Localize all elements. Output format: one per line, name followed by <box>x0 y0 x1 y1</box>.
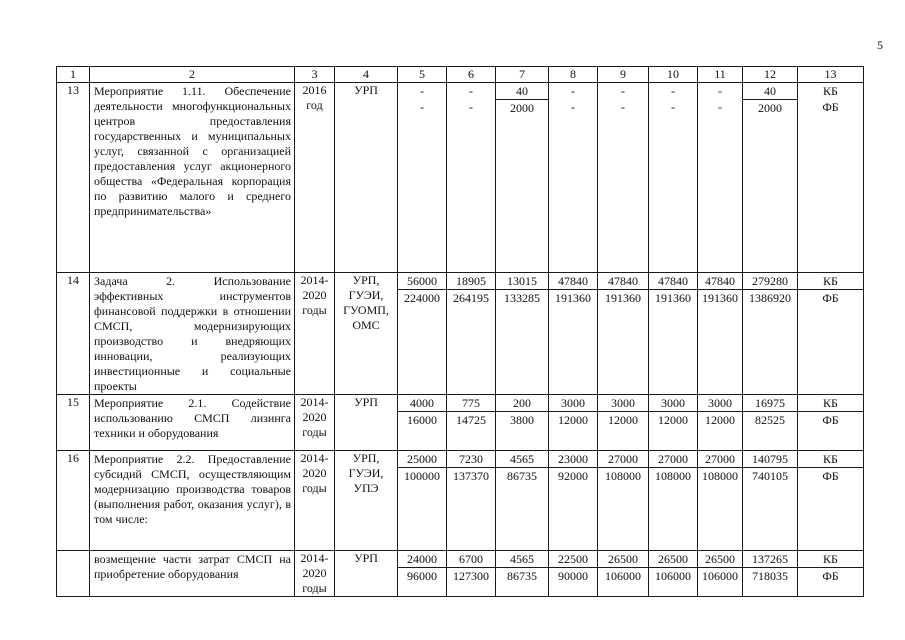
col-header: 13 <box>798 67 864 83</box>
value-cell <box>496 551 549 597</box>
table-row <box>57 451 864 551</box>
value: - <box>420 100 424 114</box>
value: 775 <box>462 396 480 410</box>
value-cell <box>798 451 864 551</box>
value: 26500 <box>658 552 688 566</box>
value-cell <box>398 551 447 597</box>
value: 108000 <box>698 467 742 484</box>
value: 16000 <box>398 411 446 428</box>
value: 191360 <box>549 289 597 306</box>
table-row <box>57 395 864 451</box>
value: - <box>671 84 675 98</box>
value: 24000 <box>407 552 437 566</box>
value-cell <box>649 273 698 395</box>
col-header: 7 <box>496 67 549 83</box>
value-cell <box>549 395 598 451</box>
value: 14725 <box>447 411 495 428</box>
value-cell <box>649 451 698 551</box>
value-cell <box>447 395 496 451</box>
value: 3000 <box>661 396 685 410</box>
value: 18905 <box>456 274 486 288</box>
row-executor: УРП, ГУЭИ, УПЭ <box>335 451 398 551</box>
value-cell <box>598 273 649 395</box>
value: 47840 <box>705 274 735 288</box>
value-cell <box>598 83 649 273</box>
value: - <box>621 100 625 114</box>
col-header: 11 <box>698 67 743 83</box>
budget-source: ФБ <box>798 411 863 428</box>
col-header: 2 <box>90 67 295 83</box>
value: 3800 <box>496 411 548 428</box>
value-cell <box>549 551 598 597</box>
budget-source: КБ <box>823 396 838 410</box>
col-header: 12 <box>743 67 798 83</box>
value-cell <box>698 273 743 395</box>
row-number: 14 <box>57 273 90 395</box>
row-period: 2014-2020 годы <box>295 451 335 551</box>
value: 3000 <box>561 396 585 410</box>
value-cell <box>398 451 447 551</box>
budget-source: КБ <box>823 274 838 288</box>
row-description: Мероприятие 2.1. Содействие использованию СМСП лизинга техники и оборудования <box>90 395 295 451</box>
row-executor: УРП, ГУЭИ, ГУОМП, ОМС <box>335 273 398 395</box>
value: 224000 <box>398 289 446 306</box>
value: 106000 <box>698 567 742 584</box>
value-cell <box>698 551 743 597</box>
row-number: 16 <box>57 451 90 551</box>
value: 25000 <box>407 452 437 466</box>
value: 718035 <box>743 567 797 584</box>
row-description: Задача 2. Использование эффективных инструментов финансовой поддержки в отношении СМСП, модернизирующих производство и внедряющих инновации, реализующих инвестиционные и социальные проекты <box>90 273 295 395</box>
value: 140795 <box>752 452 788 466</box>
value-cell <box>598 395 649 451</box>
value: 3000 <box>611 396 635 410</box>
value: 1386920 <box>743 289 797 306</box>
budget-source: ФБ <box>798 467 863 484</box>
col-header: 5 <box>398 67 447 83</box>
value-cell <box>398 83 447 273</box>
value-cell <box>447 451 496 551</box>
budget-source: КБ <box>823 84 838 98</box>
value: 27000 <box>705 452 735 466</box>
value: 2000 <box>496 99 548 116</box>
row-number: 15 <box>57 395 90 451</box>
value-cell <box>743 83 798 273</box>
value: 12000 <box>549 411 597 428</box>
value: 106000 <box>649 567 697 584</box>
value-cell <box>798 83 864 273</box>
value: 6700 <box>459 552 483 566</box>
value: 86735 <box>496 567 548 584</box>
col-header: 9 <box>598 67 649 83</box>
col-header: 3 <box>295 67 335 83</box>
value: 740105 <box>743 467 797 484</box>
row-description: Мероприятие 2.2. Предоставление субсидий СМСП, осуществляющим модернизацию производства товаров (выполнения работ, оказания услуг), в том числе: <box>90 451 295 551</box>
row-period: 2014-2020 годы <box>295 395 335 451</box>
row-period: 2014-2020 годы <box>295 551 335 597</box>
value-cell <box>398 395 447 451</box>
value: - <box>718 100 722 114</box>
value: 133285 <box>496 289 548 306</box>
table-row <box>57 273 864 395</box>
value-cell <box>447 551 496 597</box>
value: 279280 <box>752 274 788 288</box>
value: 12000 <box>698 411 742 428</box>
value: 264195 <box>447 289 495 306</box>
value: 47840 <box>608 274 638 288</box>
value-cell <box>798 395 864 451</box>
value: 22500 <box>558 552 588 566</box>
value: 200 <box>513 396 531 410</box>
budget-source: ФБ <box>798 567 863 584</box>
value-cell <box>549 451 598 551</box>
value: 13015 <box>507 274 537 288</box>
value-cell <box>649 551 698 597</box>
value: 137370 <box>447 467 495 484</box>
value-cell <box>598 551 649 597</box>
value: 16975 <box>755 396 785 410</box>
value-cell <box>798 273 864 395</box>
value: 4565 <box>510 552 534 566</box>
value-cell <box>698 83 743 273</box>
value: - <box>571 100 575 114</box>
value: 92000 <box>549 467 597 484</box>
value-cell <box>649 83 698 273</box>
value: - <box>671 100 675 114</box>
row-description: возмещение части затрат СМСП на приобретение оборудования <box>90 551 295 597</box>
value: - <box>469 84 473 98</box>
col-header: 8 <box>549 67 598 83</box>
row-description: Мероприятие 1.11. Обеспечение деятельности многофункциональных центров предоставления государственных и муниципальных услуг, связанной с организацией предоставления услуг акционерного общества «Федеральная корпорация по развитию малого и среднего предпринимательства» <box>90 83 295 273</box>
value: 26500 <box>608 552 638 566</box>
row-executor: УРП <box>335 551 398 597</box>
value: 108000 <box>598 467 648 484</box>
value: 100000 <box>398 467 446 484</box>
value-cell <box>743 551 798 597</box>
value: - <box>571 84 575 98</box>
value-cell <box>698 395 743 451</box>
value-cell <box>743 395 798 451</box>
value: - <box>469 100 473 114</box>
value: 27000 <box>658 452 688 466</box>
value-cell <box>496 273 549 395</box>
value: 191360 <box>698 289 742 306</box>
value-cell <box>743 451 798 551</box>
value: 4000 <box>410 396 434 410</box>
value: - <box>420 84 424 98</box>
header-row <box>57 67 864 83</box>
value: - <box>718 84 722 98</box>
row-executor: УРП <box>335 395 398 451</box>
row-period: 2016 год <box>295 83 335 273</box>
row-number <box>57 551 90 597</box>
value: 4565 <box>510 452 534 466</box>
value: 127300 <box>447 567 495 584</box>
value: 47840 <box>558 274 588 288</box>
budget-table <box>56 66 864 597</box>
value-cell <box>698 451 743 551</box>
table-row <box>57 83 864 273</box>
row-executor: УРП <box>335 83 398 273</box>
budget-source: ФБ <box>822 100 839 114</box>
value: 2000 <box>743 99 797 116</box>
value-cell <box>496 395 549 451</box>
value: 23000 <box>558 452 588 466</box>
budget-source: ФБ <box>798 289 863 306</box>
table-row <box>57 551 864 597</box>
page-number: 5 <box>877 38 883 52</box>
value-cell <box>598 451 649 551</box>
value: 40 <box>516 84 528 98</box>
col-header: 1 <box>57 67 90 83</box>
value: 7230 <box>459 452 483 466</box>
value: 40 <box>764 84 776 98</box>
value-cell <box>549 83 598 273</box>
value: 106000 <box>598 567 648 584</box>
value: 108000 <box>649 467 697 484</box>
value: 96000 <box>398 567 446 584</box>
value-cell <box>447 83 496 273</box>
value-cell <box>649 395 698 451</box>
budget-source: КБ <box>823 552 838 566</box>
value: - <box>621 84 625 98</box>
value-cell <box>447 273 496 395</box>
value-cell <box>549 273 598 395</box>
value: 47840 <box>658 274 688 288</box>
value: 26500 <box>705 552 735 566</box>
value: 27000 <box>608 452 638 466</box>
budget-source: КБ <box>823 452 838 466</box>
row-period: 2014-2020 годы <box>295 273 335 395</box>
value: 82525 <box>743 411 797 428</box>
value: 12000 <box>598 411 648 428</box>
value-cell <box>798 551 864 597</box>
col-header: 10 <box>649 67 698 83</box>
value: 56000 <box>407 274 437 288</box>
value-cell <box>496 451 549 551</box>
value: 12000 <box>649 411 697 428</box>
value: 137265 <box>752 552 788 566</box>
value-cell <box>398 273 447 395</box>
value: 191360 <box>649 289 697 306</box>
value-cell <box>496 83 549 273</box>
value: 3000 <box>708 396 732 410</box>
value: 90000 <box>549 567 597 584</box>
value-cell <box>743 273 798 395</box>
col-header: 4 <box>335 67 398 83</box>
value: 191360 <box>598 289 648 306</box>
value: 86735 <box>496 467 548 484</box>
row-number: 13 <box>57 83 90 273</box>
col-header: 6 <box>447 67 496 83</box>
